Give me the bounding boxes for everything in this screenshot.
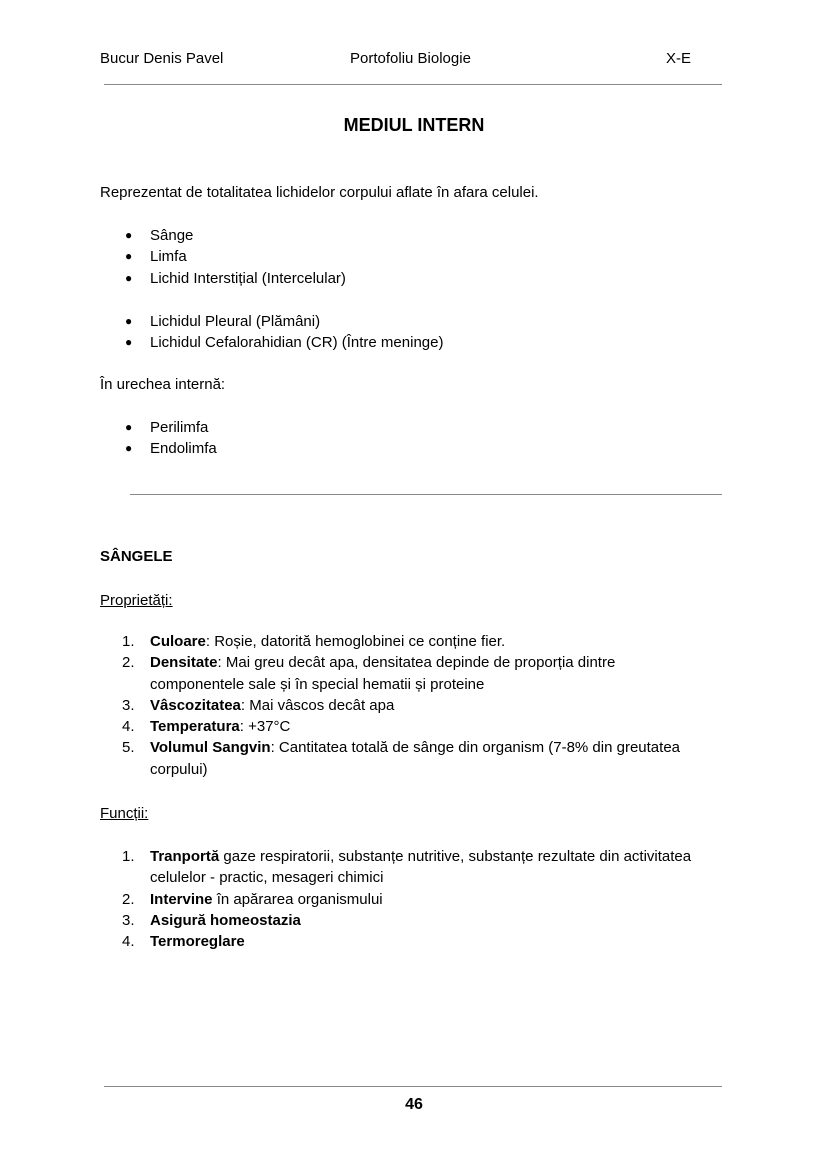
- item-text: : +37°C: [239, 718, 291, 736]
- item-term: Culoare: [150, 633, 206, 650]
- bullet-icon: ●: [125, 420, 133, 434]
- item-number: 1.: [122, 633, 135, 650]
- item-text: Endolimfa: [150, 440, 217, 458]
- item-number: 4.: [122, 718, 135, 736]
- page-number: 46: [405, 1096, 423, 1113]
- list-item: [100, 631, 710, 652]
- item-number: 2.: [122, 890, 135, 908]
- item-number: 3.: [122, 911, 135, 929]
- list-item: [100, 417, 710, 438]
- list-item: [100, 246, 710, 267]
- list-item: [100, 332, 710, 353]
- item-number: 1.: [122, 848, 135, 865]
- ear-label: În urechea internă:: [100, 376, 226, 393]
- list-item: [100, 737, 710, 780]
- item-text: Limfa: [150, 248, 187, 266]
- list-item: [100, 931, 710, 952]
- item-text: Lichidul Pleural (Plămâni): [150, 313, 321, 330]
- fluids-list-2: [100, 311, 710, 354]
- header-subject: Portofoliu Biologie: [350, 50, 471, 67]
- bullet-icon: ●: [125, 441, 133, 456]
- header-author: Bucur Denis Pavel: [100, 50, 224, 67]
- item-text: Lichid Interstițial (Intercelular): [150, 269, 346, 287]
- header-divider: [104, 84, 722, 85]
- properties-list: [100, 631, 710, 780]
- item-text: în apărarea organismului: [212, 890, 383, 908]
- bullet-icon: ●: [125, 270, 133, 285]
- item-text: : Cantitatea totală de sânge din organism (7-8% din greutatea corpului): [150, 739, 681, 778]
- fluids-list: [100, 225, 710, 289]
- list-item: [100, 910, 710, 931]
- item-text: Lichidul Cefalorahidian (CR) (Între meninge): [150, 334, 444, 352]
- header-class: X-E: [666, 50, 692, 67]
- item-term: Tranportă: [150, 848, 220, 865]
- bullet-icon: ●: [125, 249, 133, 264]
- list-item: [100, 652, 710, 695]
- bullet-icon: ●: [125, 228, 133, 242]
- item-term: Temperatura: [150, 718, 240, 736]
- item-number: 4.: [122, 933, 135, 951]
- page-title: MEDIUL INTERN: [343, 115, 485, 135]
- item-text: Sânge: [150, 227, 194, 244]
- item-number: 5.: [122, 739, 135, 757]
- ear-list: [100, 417, 710, 460]
- list-item: [100, 695, 710, 716]
- footer-divider: [104, 1086, 722, 1087]
- item-text: : Mai vâscos decât apa: [240, 696, 395, 714]
- section-divider: [130, 494, 722, 495]
- intro-text: Reprezentat de totalitatea lichidelor corpului aflate în afara celulei.: [100, 184, 539, 201]
- functions-list: [100, 846, 710, 952]
- functions-label: Funcții:: [100, 805, 149, 822]
- item-text: gaze respiratorii, substanțe nutritive, substanțe rezultate din activitatea celulelor - practic, mesageri chimici: [150, 848, 692, 887]
- item-text: Perilimfa: [150, 419, 209, 436]
- list-item: [100, 846, 710, 889]
- list-item: [100, 438, 710, 459]
- bullet-icon: ●: [125, 314, 133, 328]
- item-term: Densitate: [150, 654, 218, 672]
- item-text: : Roșie, datorită hemoglobinei ce conține fier.: [205, 633, 506, 650]
- list-item: [100, 225, 710, 246]
- item-term: Volumul Sangvin: [150, 739, 271, 757]
- properties-label: Proprietăți:: [100, 592, 173, 609]
- list-item: [100, 268, 710, 289]
- list-item: [100, 716, 710, 737]
- section-heading: SÂNGELE: [100, 548, 173, 565]
- item-number: 3.: [122, 696, 135, 714]
- item-term: Termoreglare: [150, 933, 245, 951]
- item-text: : Mai greu decât apa, densitatea depinde de proporția dintre componentele sale și în special hematii și proteine: [150, 654, 616, 693]
- item-term: Vâscozitatea: [150, 696, 241, 714]
- item-term: Asigură homeostazia: [150, 911, 301, 929]
- item-number: 2.: [122, 654, 135, 672]
- bullet-icon: ●: [125, 335, 133, 350]
- list-item: [100, 311, 710, 332]
- item-term: Intervine: [150, 890, 213, 908]
- list-item: [100, 889, 710, 910]
